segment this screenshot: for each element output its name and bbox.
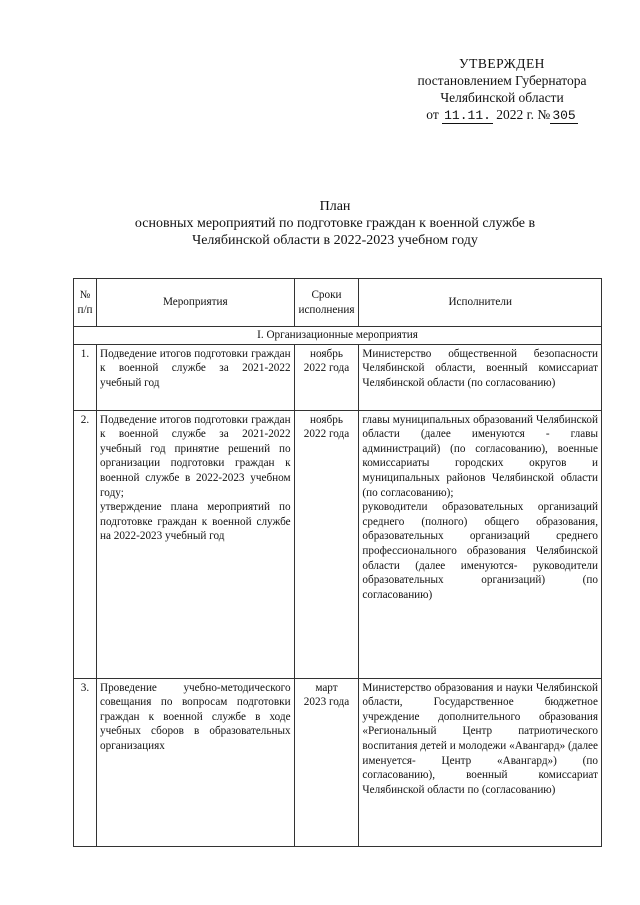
row-event: Подведение итогов подготовки граждан к военной службе за 2021-2022 учебный год	[97, 344, 295, 410]
header-term: Сроки исполнения	[294, 279, 359, 327]
approval-number: 305	[552, 108, 576, 123]
row-term-month: ноябрь	[310, 413, 343, 426]
row-term-month: ноябрь	[310, 347, 343, 360]
table-row	[74, 344, 602, 410]
row-executors	[359, 410, 602, 678]
table-row	[74, 410, 602, 678]
approval-line-1: постановлением Губернатора	[417, 73, 587, 88]
section-title: I. Организационные мероприятия	[74, 327, 602, 345]
row-term-month: март	[315, 681, 338, 694]
approval-line-2: Челябинской области	[440, 90, 564, 105]
row-term-year: 2022 года	[303, 362, 350, 375]
table-header-row	[74, 279, 602, 327]
row-num: 1.	[74, 344, 97, 410]
row-executors-part-1: главы муниципальных образований Челябинской области (далее именуются - главы администраций) (по согласованию), военные комиссариаты городских округов и муниципальных районов Челябинской области (по согласованию);	[362, 413, 598, 499]
approval-date-year: 2022 г. №	[496, 107, 551, 122]
row-term	[294, 678, 359, 846]
header-num: № п/п	[74, 279, 97, 327]
section-row	[74, 327, 602, 345]
row-executors: Министерство общественной безопасности Челябинской области, военный комиссариат Челябинской области (по согласованию)	[359, 344, 602, 410]
plan-title	[100, 198, 570, 249]
header-event: Мероприятия	[97, 279, 295, 327]
row-event-part-2: утверждение плана мероприятий по подготовке граждан к военной службе на 2022-2023 учебный год	[100, 501, 291, 543]
row-term	[294, 410, 359, 678]
row-event-part-1: Подведение итогов подготовки граждан к военной службе за 2021-2022 учебный год принятие решений по организации подготовки граждан к военной службе в 2022-2023 учебном году;	[100, 413, 291, 499]
plan-title-line-2: основных мероприятий по подготовке граждан к военной службе в	[134, 216, 536, 231]
row-term-year: 2022 года	[303, 428, 350, 441]
approval-stamp	[392, 55, 612, 124]
approval-date-line	[392, 106, 612, 124]
row-num: 3.	[74, 678, 97, 846]
row-executors-part-2: руководители образовательных организаций среднего (полного) общего образования, образовательных организаций среднего профессионального образования Челябинской области (далее именуются- руководители образовательных организаций) (по согласованию)	[362, 501, 598, 601]
row-event	[97, 410, 295, 678]
row-event: Проведение учебно-методического совещания по вопросам подготовки граждан к военной службе в ходе учебных сборов в образовательных организациях	[97, 678, 295, 846]
approval-date-prefix: от	[426, 107, 439, 122]
plan-table	[73, 278, 602, 847]
approval-title: УТВЕРЖДЕН	[459, 56, 545, 71]
plan-title-line-1: План	[319, 199, 351, 214]
row-term-year: 2023 года	[303, 696, 350, 709]
row-executors: Министерство образования и науки Челябинской области, Государственное бюджетное учреждение дополнительного образования «Региональный Центр патриотического воспитания детей и молодежи «Авангард» (далее именуется- Центр «Авангард») (по согласованию), военный комиссариат Челябинской области по (согласованию)	[359, 678, 602, 846]
approval-date-day: 11.11.	[444, 108, 491, 123]
row-term	[294, 344, 359, 410]
row-num: 2.	[74, 410, 97, 678]
table-row	[74, 678, 602, 846]
header-executors: Исполнители	[359, 279, 602, 327]
plan-title-line-3: Челябинской области в 2022-2023 учебном году	[192, 233, 478, 248]
